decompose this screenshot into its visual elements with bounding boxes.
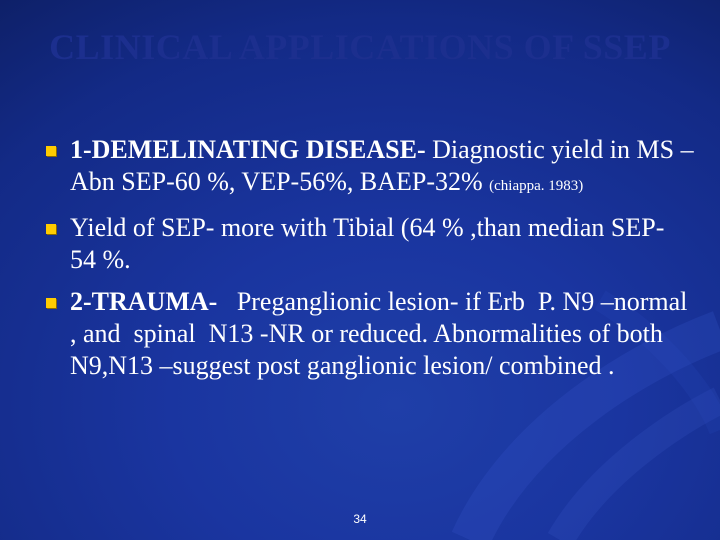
bullet-square-icon xyxy=(46,298,56,308)
bullet-item-trauma xyxy=(46,286,696,382)
bullet-item-demyelinating xyxy=(46,134,696,202)
bullet-square-icon xyxy=(46,224,56,234)
page-number: 34 xyxy=(353,512,367,526)
bullet-square-icon xyxy=(46,146,56,156)
bullet-heading: 1-DEMELINATING DISEASE- xyxy=(70,135,426,164)
bullet-text: Yield of SEP- more with Tibial (64 % ,than median SEP- 54 %. xyxy=(70,213,665,274)
slide-title: CLINICAL APPLICATIONS OF SSEP xyxy=(49,27,671,67)
bullet-text: Preganglionic lesion- if Erb P. N9 –normal , and spinal N13 -NR or reduced. Abnormalities of both N9,N13 –suggest post ganglionic lesion/ combined . xyxy=(70,287,694,380)
citation-note: (chiappa. 1983) xyxy=(489,178,584,194)
bullet-heading: 2-TRAUMA- xyxy=(70,287,218,316)
bullet-text: Diagnostic yield in MS – Abn SEP-60 %, VEP-56%, BAEP-32% xyxy=(70,135,694,196)
bullet-list xyxy=(46,134,696,392)
bullet-item-tibial-yield xyxy=(46,212,696,276)
